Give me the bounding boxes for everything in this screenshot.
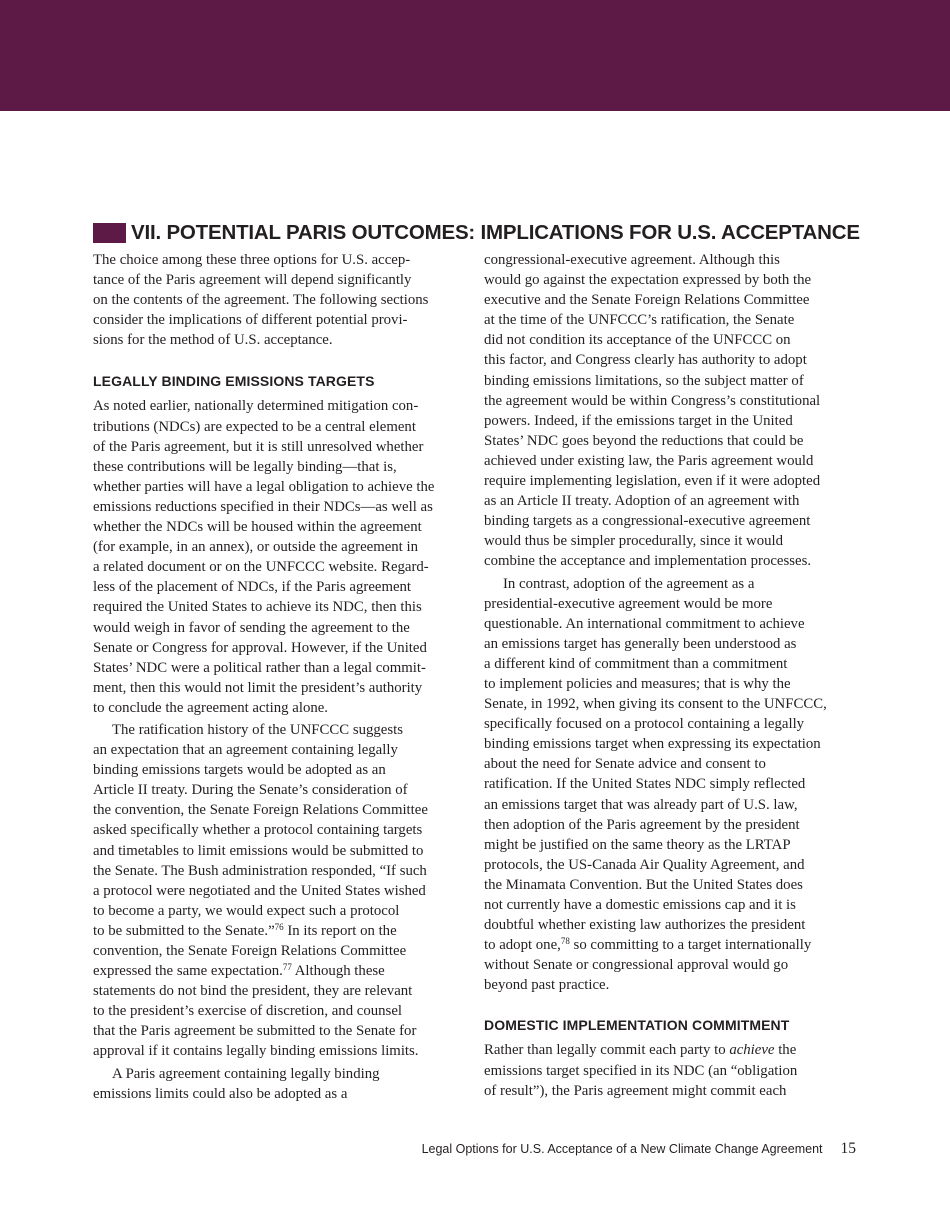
text-line: doubtful whether existing law authorizes the president xyxy=(484,917,806,934)
emphasis-text: achieve xyxy=(729,1042,775,1059)
text-line: did not condition its acceptance of the UNFCCC on xyxy=(484,332,791,349)
text-line: presidential-executive agreement would be more xyxy=(484,595,773,612)
text-line: binding targets as a congressional-executive agreement xyxy=(484,513,811,530)
text-line: required the United States to achieve its NDC, then this xyxy=(93,599,422,616)
page-number: 15 xyxy=(840,1140,856,1157)
text-line: as an Article II treaty. Adoption of an agreement with xyxy=(484,493,800,510)
text-line: the agreement would be within Congress’s constitutional xyxy=(484,392,821,409)
text-line: an emissions target that was already part of U.S. law, xyxy=(484,796,798,813)
text-line: a different kind of commitment than a commitment xyxy=(484,655,788,672)
section-title-row xyxy=(93,220,868,246)
text-run: In its report on the xyxy=(283,922,397,939)
text-line: convention, the Senate Foreign Relations Committee xyxy=(93,943,407,959)
text-line: questionable. An international commitment to achieve xyxy=(484,615,805,632)
text-run: expressed the same expectation. xyxy=(93,963,283,980)
text-line: tributions (NDCs) are expected to be a central element xyxy=(93,418,416,435)
text-line: an emissions target has generally been understood as xyxy=(484,635,797,652)
text-line: to conclude the agreement acting alone. xyxy=(93,699,329,716)
text-line: whether parties will have a legal obligation to achieve the xyxy=(93,478,435,495)
text-run: to be submitted to the Senate.” xyxy=(93,922,275,939)
paragraph xyxy=(93,396,467,718)
text-line: The ratification history of the UNFCCC suggests xyxy=(112,721,403,738)
intro-paragraph xyxy=(93,250,467,350)
text-line: on the contents of the agreement. The following sections xyxy=(93,292,429,309)
text-line: the Minamata Convention. But the United States does xyxy=(484,876,803,893)
text-line: a related document or on the UNFCCC website. Regard- xyxy=(93,559,429,576)
text-line xyxy=(484,935,858,955)
text-line: these contributions will be legally binding—that is, xyxy=(93,458,397,475)
text-line xyxy=(93,961,467,981)
text-line: (for example, in an annex), or outside the agreement in xyxy=(93,539,418,556)
subheading-domestic-implementation: DOMESTIC IMPLEMENTATION COMMITMENT xyxy=(484,1017,790,1034)
footnote-ref-78: 78 xyxy=(560,936,570,947)
text-line: this factor, and Congress clearly has authority to adopt xyxy=(484,352,807,369)
text-line: whether the NDCs will be housed within the agreement xyxy=(93,519,422,536)
page-footer xyxy=(0,1140,856,1158)
running-title: Legal Options for U.S. Acceptance of a New Climate Change Agreement xyxy=(421,1142,823,1156)
text-line: binding emissions targets would be adopted as an xyxy=(93,762,386,779)
text-run: the xyxy=(774,1042,797,1059)
text-line: binding emissions limitations, so the subject matter of xyxy=(484,372,804,389)
text-line: As noted earlier, nationally determined mitigation con- xyxy=(93,398,419,415)
paragraph xyxy=(484,250,858,572)
text-line: at the time of the UNFCCC’s ratification, the Senate xyxy=(484,312,795,329)
text-line: protocols, the US-Canada Air Quality Agreement, and xyxy=(484,856,805,873)
text-line: an expectation that an agreement containing legally xyxy=(93,742,398,759)
paragraph xyxy=(93,720,467,1062)
text-line: executive and the Senate Foreign Relations Committee xyxy=(484,292,810,309)
text-line: achieved under existing law, the Paris agreement would xyxy=(484,452,814,469)
text-line: approval if it contains legally binding emissions limits. xyxy=(93,1043,419,1060)
paragraph xyxy=(484,574,858,996)
text-line xyxy=(93,921,467,941)
text-line: would thus be simpler procedurally, since it would xyxy=(484,533,784,550)
text-line: Senate, in 1992, when giving its consent to the UNFCCC, xyxy=(484,696,827,713)
paragraph xyxy=(484,1040,858,1100)
text-line: then adoption of the Paris agreement by the president xyxy=(484,816,800,833)
text-line: In contrast, adoption of the agreement as a xyxy=(503,575,755,592)
text-line: beyond past practice. xyxy=(484,977,610,994)
footnote-ref-76: 76 xyxy=(274,921,284,932)
text-run: Rather than legally commit each party to xyxy=(484,1042,730,1059)
text-line: less of the placement of NDCs, if the Paris agreement xyxy=(93,579,412,596)
text-line: the Senate. The Bush administration responded, “If such xyxy=(93,862,427,879)
text-line: Senate or Congress for approval. However, if the United xyxy=(93,639,427,656)
text-line: would go against the expectation expressed by both the xyxy=(484,272,812,289)
header-band xyxy=(0,0,950,111)
text-line: States’ NDC goes beyond the reductions that could be xyxy=(484,432,804,449)
right-column xyxy=(484,250,858,1101)
text-line: congressional-executive agreement. Although this xyxy=(484,252,780,268)
text-line: would weigh in favor of sending the agreement to the xyxy=(93,619,410,636)
text-line: of the Paris agreement, but it is still unresolved whether xyxy=(93,438,424,455)
text-run: to adopt one, xyxy=(484,937,561,954)
text-line: emissions target specified in its NDC (an “obligation xyxy=(484,1062,798,1079)
text-line: require implementing legislation, even if it were adopted xyxy=(484,473,821,490)
text-line: ratification. If the United States NDC simply reflected xyxy=(484,776,806,793)
section-marker xyxy=(93,223,126,243)
text-line xyxy=(484,1040,858,1060)
text-line: powers. Indeed, if the emissions target in the United xyxy=(484,412,793,429)
subheading-legally-binding: LEGALLY BINDING EMISSIONS TARGETS xyxy=(93,373,375,390)
text-line: consider the implications of different potential provi- xyxy=(93,312,408,329)
text-line: sions for the method of U.S. acceptance. xyxy=(93,332,333,349)
text-line: of result”), the Paris agreement might commit each xyxy=(484,1082,787,1099)
text-line: statements do not bind the president, they are relevant xyxy=(93,983,413,1000)
text-line: not currently have a domestic emissions cap and it is xyxy=(484,897,796,913)
text-line: that the Paris agreement be submitted to the Senate for xyxy=(93,1023,417,1040)
section-title: VII. POTENTIAL PARIS OUTCOMES: IMPLICATIONS FOR U.S. ACCEPTANCE xyxy=(131,221,860,244)
text-line: The choice among these three options for U.S. accep- xyxy=(93,252,411,268)
text-line: about the need for Senate advice and consent to xyxy=(484,756,766,773)
text-line: combine the acceptance and implementation processes. xyxy=(484,553,812,570)
text-line: asked specifically whether a protocol containing targets xyxy=(93,822,423,839)
paragraph xyxy=(93,1064,467,1104)
text-line: States’ NDC were a political rather than a legal commit- xyxy=(93,659,426,676)
text-line: might be justified on the same theory as the LRTAP xyxy=(484,836,791,853)
text-line: and timetables to limit emissions would be submitted to xyxy=(93,842,424,859)
text-line: the convention, the Senate Foreign Relations Committee xyxy=(93,802,428,819)
text-line: to the president’s exercise of discretion, and counsel xyxy=(93,1003,402,1020)
text-line: emissions reductions specified in their NDCs—as well as xyxy=(93,498,433,515)
footnote-ref-77: 77 xyxy=(282,962,292,973)
text-line: ment, then this would not limit the president’s authority xyxy=(93,679,423,696)
text-run: Although these xyxy=(291,963,385,980)
text-line: specifically focused on a protocol containing a legally xyxy=(484,716,805,733)
left-column xyxy=(93,250,467,1104)
text-run: so committing to a target internationally xyxy=(569,937,812,954)
text-line: without Senate or congressional approval would go xyxy=(484,957,789,974)
text-line: binding emissions target when expressing its expectation xyxy=(484,736,821,753)
text-line: to become a party, we would expect such a protocol xyxy=(93,902,400,919)
text-line: to implement policies and measures; that is why the xyxy=(484,675,791,692)
text-line: Article II treaty. During the Senate’s consideration of xyxy=(93,782,408,799)
text-line: a protocol were negotiated and the United States wished xyxy=(93,882,426,899)
text-line: tance of the Paris agreement will depend significantly xyxy=(93,272,412,289)
text-line: A Paris agreement containing legally binding xyxy=(112,1065,380,1082)
text-line: emissions limits could also be adopted as a xyxy=(93,1085,348,1102)
